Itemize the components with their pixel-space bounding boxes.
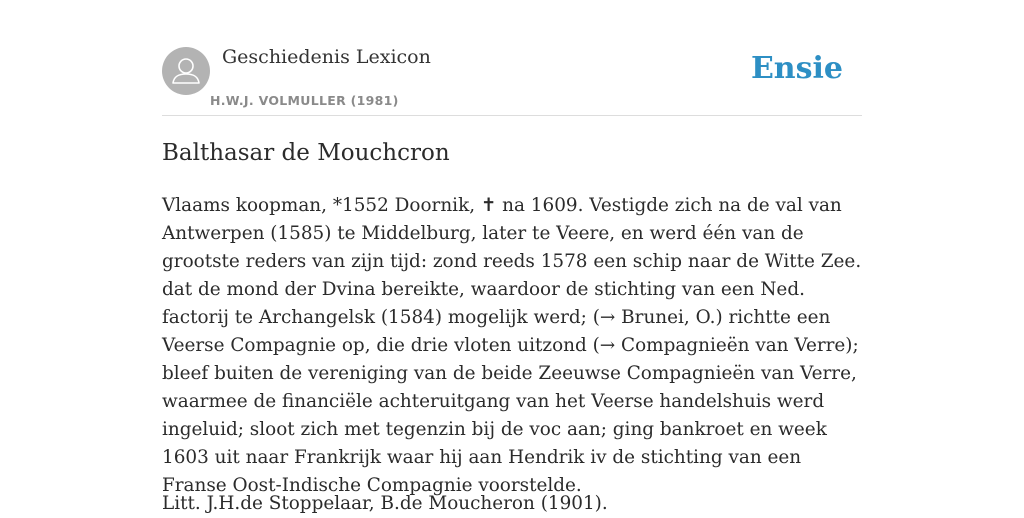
page — [162, 0, 862, 514]
article-body: Vlaams koopman, *1552 Doornik, ✝ na 1609. Vestigde zich na de val van Antwerpen (1585) te Middelburg, later te Veere, en werd één van de grootste reders van zijn tijd: zond reeds 1578 een schip naar de Witte Zee. dat de mond der Dvina bereikte, waardoor de stichting van een Ned. factorij te Archangelsk (1584) mogelijk werd; (→ Brunei, O.) richtte een Veerse Compagnie op, die drie vloten uitzond (→ Compagnieën van Verre); bleef buiten de vereniging van de beide Zeeuwse Compagnieën van Verre, waarmee de financiële achteruitgang van het Veerse handelshuis werd ingeluid; sloot zich met tegenzin bij de voc aan; ging bankroet en week 1603 uit naar Frankrijk waar hij aan Hendrik iv de stichting van een Franse Oost-Indische Compagnie voorstelde. — [162, 195, 862, 496]
brand-logo[interactable]: Ensie — [750, 51, 843, 86]
source-header — [162, 0, 862, 116]
source-title[interactable]: Geschiedenis Lexicon — [222, 46, 431, 68]
article-references: Litt. J.H.de Stoppelaar, B.de Moucheron (1901). — [162, 493, 608, 514]
user-avatar-icon[interactable] — [162, 47, 210, 95]
article-title: Balthasar de Mouchcron — [162, 140, 450, 166]
user-silhouette-icon — [162, 47, 210, 95]
source-author: H.W.J. VOLMULLER (1981) — [210, 93, 399, 108]
